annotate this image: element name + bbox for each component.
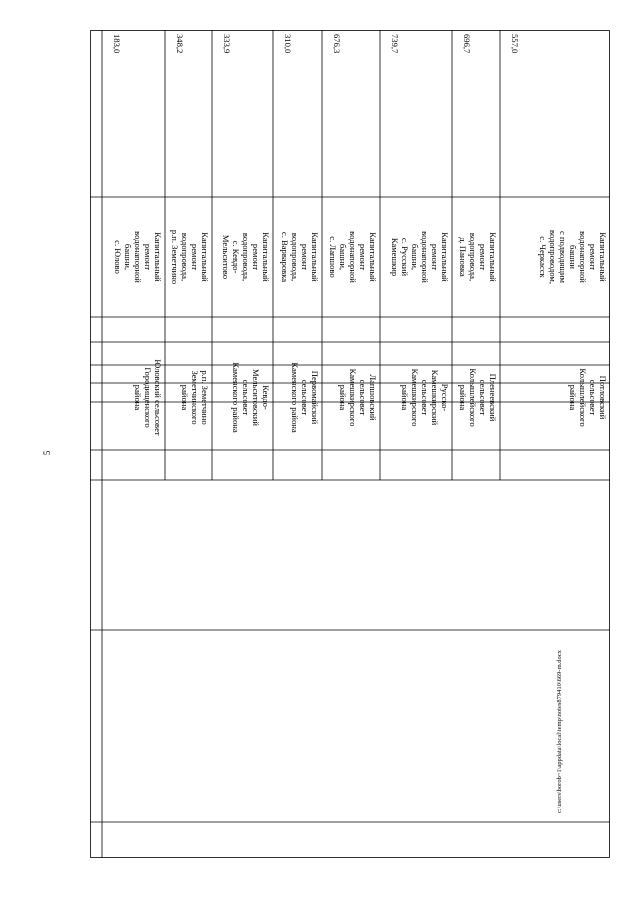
- data-table: [90, 30, 610, 858]
- row-locality-line: Каменского района: [231, 362, 241, 433]
- row-amount-value: 333,9: [222, 34, 232, 54]
- row-locality: [380, 320, 452, 475]
- row-work-description: [212, 200, 273, 314]
- row-locality: [500, 320, 610, 475]
- row-work-description-line: с. Юлово: [113, 240, 123, 274]
- row-work-description: [165, 200, 212, 314]
- row-amount-value: 739,7: [390, 34, 400, 54]
- row-work-description-line: Капитальный: [598, 232, 608, 282]
- row-work-description: [452, 200, 500, 314]
- row-locality-line: Камешкирский: [430, 369, 440, 426]
- row-work-description: [500, 200, 610, 314]
- row-work-description-line: Камешкир: [390, 237, 400, 277]
- row-work-description-line: Мельситово: [221, 234, 231, 280]
- row-locality-line: Каменского района: [290, 362, 300, 433]
- row-work-description-line: с. Варваровка: [280, 231, 290, 283]
- row-locality-line: сельсовет: [358, 379, 368, 416]
- row-locality-line: Городищенского: [143, 367, 153, 428]
- row-locality-line: Колышлейского: [468, 368, 478, 427]
- row-amount-value: 183,0: [112, 34, 122, 54]
- row-work-description-line: Капитальный: [368, 232, 378, 282]
- row-amount-value: 676,3: [332, 34, 342, 54]
- row-locality-line: Кевдо-: [261, 385, 271, 410]
- row-locality-line: района: [180, 384, 190, 411]
- row-locality: [273, 320, 322, 475]
- row-amount-value: 310,0: [283, 34, 293, 54]
- row-locality-line: Русско-: [440, 383, 450, 412]
- row-locality-line: р.п. Земетчино: [200, 370, 210, 425]
- row-amount-value: 348,2: [175, 34, 185, 54]
- row-work-description-line: водопровода,: [180, 232, 190, 282]
- row-locality-line: района: [458, 384, 468, 411]
- row-amount: [500, 32, 610, 92]
- row-amount-value: 696,7: [462, 34, 472, 54]
- row-work-description-line: Капитальный: [440, 232, 450, 282]
- row-work-description-line: ремонт: [251, 243, 261, 271]
- row-locality-line: Первомайский: [310, 370, 320, 425]
- row-locality-line: сельсовет: [300, 379, 310, 416]
- row-locality-line: района: [133, 384, 143, 411]
- footer-file-path: c:\users\borob~1\appdata\local\temp\notes879410\669-m.docx: [556, 650, 563, 813]
- row-amount: [212, 32, 273, 92]
- row-locality-line: Лапшовский: [368, 374, 378, 421]
- row-work-description-line: с. Русский: [400, 237, 410, 277]
- page-number: 5: [42, 450, 52, 456]
- row-work-description-line: водопровода,: [290, 232, 300, 282]
- row-locality: [165, 320, 212, 475]
- row-work-description-line: ремонт: [478, 243, 488, 271]
- row-work-description-line: Капитальный: [261, 232, 271, 282]
- row-locality: [102, 320, 165, 475]
- row-work-description: [102, 200, 165, 314]
- row-work-description: [322, 200, 380, 314]
- row-locality-line: района: [568, 384, 578, 411]
- row-amount: [322, 32, 380, 92]
- row-locality-line: сельсовет: [420, 379, 430, 416]
- row-work-description-line: с. Черкасск: [538, 236, 548, 278]
- row-work-description-line: с. Лапшово: [328, 236, 338, 278]
- row-work-description-line: ремонт: [143, 243, 153, 271]
- row-amount: [380, 32, 452, 92]
- row-work-description-line: башни: [568, 244, 578, 269]
- row-work-description-line: с подводящим: [558, 230, 568, 283]
- row-work-description-line: с. Кевдо-: [231, 240, 241, 274]
- row-work-description-line: водопроводом,: [548, 229, 558, 285]
- row-locality: [452, 320, 500, 475]
- row-amount: [102, 32, 165, 92]
- row-locality: [322, 320, 380, 475]
- row-locality-line: сельсовет: [241, 379, 251, 416]
- row-amount-value: 557,0: [510, 34, 520, 54]
- row-work-description-line: р.п. Земетчино: [170, 229, 180, 285]
- row-locality-line: Камешкирского: [410, 368, 420, 427]
- row-locality-line: Потловский: [598, 375, 608, 420]
- row-locality-line: Юловский сельсовет: [153, 359, 163, 436]
- row-work-description-line: башни,: [123, 243, 133, 271]
- row-work-description-line: ремонт: [430, 243, 440, 271]
- row-work-description-line: водонапорной: [578, 231, 588, 283]
- row-amount: [165, 32, 212, 92]
- row-work-description-line: Капитальный: [310, 232, 320, 282]
- row-locality-line: района: [338, 384, 348, 411]
- row-work-description: [273, 200, 322, 314]
- row-locality-line: Мельситовский: [251, 368, 261, 427]
- row-work-description-line: ремонт: [300, 243, 310, 271]
- row-locality-line: Земетчинского: [190, 370, 200, 425]
- row-work-description-line: водопровода,: [468, 232, 478, 282]
- row-locality-line: сельсовет: [478, 379, 488, 416]
- row-work-description-line: д. Пановка: [458, 237, 468, 277]
- row-work-description-line: башни,: [410, 243, 420, 271]
- row-work-description-line: ремонт: [588, 243, 598, 271]
- row-work-description-line: водонапорной: [348, 231, 358, 283]
- row-work-description-line: башни,: [338, 243, 348, 271]
- row-locality: [212, 320, 273, 475]
- row-locality-line: Камешкирского: [348, 368, 358, 427]
- row-work-description-line: Капитальный: [200, 232, 210, 282]
- row-locality-line: сельсовет: [588, 379, 598, 416]
- row-work-description-line: Капитальный: [153, 232, 163, 282]
- row-work-description-line: водонапорной: [133, 231, 143, 283]
- row-locality-line: Пленеевский: [488, 373, 498, 422]
- row-amount: [452, 32, 500, 92]
- row-work-description-line: ремонт: [358, 243, 368, 271]
- row-work-description-line: водонапорной: [420, 231, 430, 283]
- row-locality-line: Колышлейского: [578, 368, 588, 427]
- row-work-description-line: водопровода,: [241, 232, 251, 282]
- row-work-description: [380, 200, 452, 314]
- row-amount: [273, 32, 322, 92]
- row-work-description-line: Капитальный: [488, 232, 498, 282]
- row-locality-line: района: [400, 384, 410, 411]
- row-work-description-line: ремонт: [190, 243, 200, 271]
